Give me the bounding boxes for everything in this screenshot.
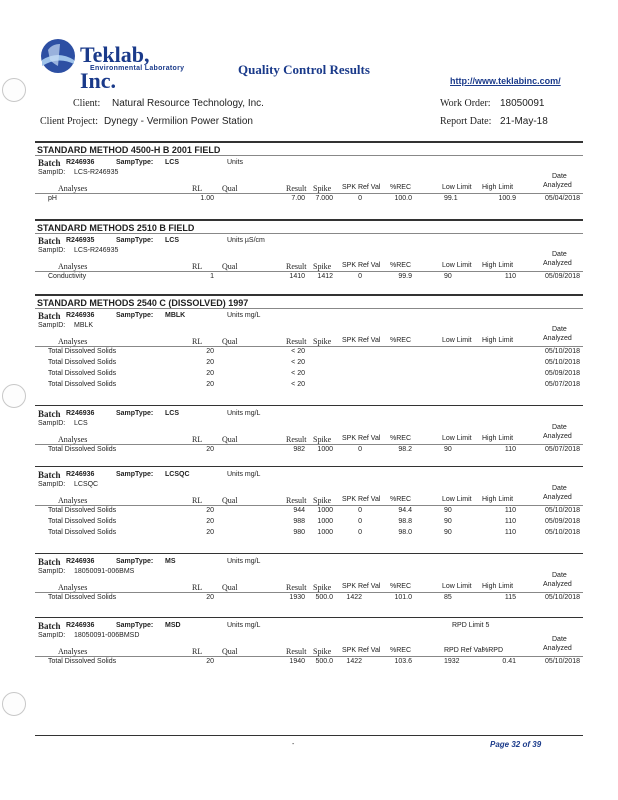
col-qual: Qual — [222, 435, 238, 444]
samp-type-value: MSD — [165, 622, 181, 629]
col-low-limit: Low Limit — [442, 435, 472, 442]
col-rl: RL — [192, 184, 203, 193]
header-underline — [35, 656, 583, 657]
rl-value: 20 — [206, 446, 214, 453]
col-analyses: Analyses — [58, 583, 88, 592]
col-spike: Spike — [313, 184, 332, 193]
section-underline — [35, 308, 583, 309]
low-value: 90 — [444, 518, 452, 525]
high-value: 110 — [504, 273, 516, 280]
col-qual: Qual — [222, 496, 238, 505]
footer-divider — [35, 735, 583, 736]
binder-hole-middle — [2, 384, 26, 408]
col-date: Date — [552, 326, 567, 333]
batch-label: Batch — [38, 409, 61, 419]
spk-ref-value: 1422 — [346, 658, 362, 665]
samp-type-value: LCS — [165, 410, 179, 417]
col-qual: Qual — [222, 262, 238, 271]
col-high-limit: High Limit — [482, 435, 514, 442]
header-underline — [35, 592, 583, 593]
samp-type-value: MBLK — [165, 312, 186, 319]
col-result: Result — [286, 496, 307, 505]
binder-hole-top — [2, 78, 26, 102]
spk-ref-value: 0 — [358, 195, 362, 202]
col-qual: Qual — [222, 184, 238, 193]
samp-type-label: SampType: — [116, 471, 154, 478]
report-date-value: 21-May-18 — [500, 116, 548, 127]
col-date: Date — [552, 572, 567, 579]
footer-mark: - — [292, 741, 295, 748]
section-divider — [35, 294, 583, 296]
col-rec: %REC — [390, 647, 412, 654]
col-rec: %REC — [390, 435, 412, 442]
col-rl: RL — [192, 262, 203, 271]
col-analyses: Analyses — [58, 262, 88, 271]
analyte-name: Total Dissolved Solids — [48, 370, 117, 377]
analyte-name: Total Dissolved Solids — [48, 359, 117, 366]
spike-value: 1412 — [317, 273, 333, 280]
batch-label: Batch — [38, 158, 61, 168]
samp-id-value: LCS — [74, 420, 88, 427]
high-value: 110 — [504, 507, 516, 514]
spike-value: 500.0 — [315, 658, 333, 665]
col-analyzed: Analyzed — [543, 494, 572, 501]
col-analyses: Analyses — [58, 647, 88, 656]
col-spk-ref-val: SPK Ref Val — [342, 337, 381, 344]
samp-id-label: SampID: — [38, 568, 66, 575]
spk-ref-value: 0 — [358, 507, 362, 514]
section-divider — [35, 219, 583, 221]
col-rec: %REC — [390, 337, 412, 344]
col-result: Result — [286, 583, 307, 592]
high-value: 100.9 — [498, 195, 516, 202]
spike-value: 7.000 — [315, 195, 333, 202]
date-analyzed: 05/10/2018 — [544, 658, 580, 665]
col-spk-ref-val: SPK Ref Val — [342, 647, 381, 654]
result-value: 1410 — [289, 273, 305, 280]
samp-type-value: LCSQC — [165, 471, 190, 478]
batch-id: R246935 — [66, 237, 95, 244]
work-order-value: 18050091 — [500, 98, 545, 109]
analyte-name: Total Dissolved Solids — [48, 529, 117, 536]
col-rl: RL — [192, 435, 203, 444]
rec-value: 99.9 — [398, 273, 412, 280]
batch-divider — [35, 553, 583, 554]
spk-ref-value: 0 — [358, 273, 362, 280]
samp-type-label: SampType: — [116, 237, 154, 244]
col-qual: Qual — [222, 337, 238, 346]
units: Units mg/L — [227, 622, 261, 629]
col-rl: RL — [192, 496, 203, 505]
samp-type-label: SampType: — [116, 410, 154, 417]
result-value: < 20 — [291, 381, 305, 388]
samp-id-label: SampID: — [38, 247, 66, 254]
date-analyzed: 05/09/2018 — [544, 370, 580, 377]
col-low-limit: Low Limit — [442, 184, 472, 191]
result-value: 988 — [293, 518, 305, 525]
date-analyzed: 05/09/2018 — [544, 518, 580, 525]
low-value: 85 — [444, 594, 452, 601]
result-value: 7.00 — [291, 195, 305, 202]
result-value: 980 — [293, 529, 305, 536]
result-value: < 20 — [291, 348, 305, 355]
col-low-limit: Low Limit — [442, 583, 472, 590]
project-label: Client Project: — [40, 116, 99, 127]
batch-label: Batch — [38, 557, 61, 567]
units: Units mg/L — [227, 312, 261, 319]
rec-value: 94.4 — [398, 507, 412, 514]
col-spk-ref-val: SPK Ref Val — [342, 262, 381, 269]
spk-ref-value: 0 — [358, 529, 362, 536]
logo-subtitle: Environmental Laboratory — [90, 65, 185, 72]
samp-id-value: LCS-R246935 — [74, 247, 119, 254]
client-value: Natural Resource Technology, Inc. — [112, 98, 264, 109]
analyte-name: Total Dissolved Solids — [48, 507, 117, 514]
high-value: 110 — [504, 529, 516, 536]
header-underline — [35, 193, 583, 194]
date-analyzed: 05/10/2018 — [544, 529, 580, 536]
col-spk-ref-val: SPK Ref Val — [342, 184, 381, 191]
col-spike: Spike — [313, 435, 332, 444]
website-link[interactable]: http://www.teklabinc.com/ — [450, 76, 561, 86]
spike-value: 1000 — [317, 507, 333, 514]
section-title: STANDARD METHODS 2540 C (DISSOLVED) 1997 — [37, 298, 249, 308]
samp-id-value: LCSQC — [74, 481, 99, 488]
col-high-limit: %RPD — [482, 647, 504, 654]
spike-value: 1000 — [317, 446, 333, 453]
samp-id-label: SampID: — [38, 632, 66, 639]
samp-id-value: 18050091-006BMSD — [74, 632, 140, 639]
batch-id: R246936 — [66, 558, 95, 565]
section-title: STANDARD METHOD 4500-H B 2001 FIELD — [37, 145, 221, 155]
col-qual: Qual — [222, 647, 238, 656]
batch-id: R246936 — [66, 159, 95, 166]
analyte-name: Total Dissolved Solids — [48, 594, 117, 601]
analyte-name: Total Dissolved Solids — [48, 381, 117, 388]
col-high-limit: High Limit — [482, 496, 514, 503]
batch-label: Batch — [38, 621, 61, 631]
col-spike: Spike — [313, 337, 332, 346]
col-spk-ref-val: SPK Ref Val — [342, 435, 381, 442]
col-high-limit: High Limit — [482, 184, 514, 191]
spike-value: 1000 — [317, 518, 333, 525]
rl-value: 20 — [206, 359, 214, 366]
batch-label: Batch — [38, 236, 61, 246]
header-underline — [35, 444, 583, 445]
project-value: Dynegy - Vermilion Power Station — [104, 116, 253, 127]
date-analyzed: 05/07/2018 — [544, 381, 580, 388]
col-date: Date — [552, 636, 567, 643]
section-divider — [35, 141, 583, 143]
units: Units µS/cm — [227, 237, 265, 244]
rl-value: 1.00 — [200, 195, 214, 202]
batch-id: R246936 — [66, 471, 95, 478]
spike-value: 1000 — [317, 529, 333, 536]
batch-label: Batch — [38, 470, 61, 480]
samp-id-label: SampID: — [38, 322, 66, 329]
low-value: 90 — [444, 507, 452, 514]
col-high-limit: High Limit — [482, 337, 514, 344]
col-rec: %REC — [390, 262, 412, 269]
spk-ref-value: 0 — [358, 446, 362, 453]
batch-id: R246936 — [66, 312, 95, 319]
col-analyzed: Analyzed — [543, 645, 572, 652]
report-title: Quality Control Results — [238, 62, 370, 77]
low-value: 90 — [444, 529, 452, 536]
high-value: 110 — [504, 518, 516, 525]
samp-type-label: SampType: — [116, 558, 154, 565]
samp-type-value: LCS — [165, 159, 179, 166]
col-qual: Qual — [222, 583, 238, 592]
col-spike: Spike — [313, 262, 332, 271]
col-result: Result — [286, 262, 307, 271]
low-value: 90 — [444, 446, 452, 453]
page-number: Page 32 of 39 — [490, 740, 542, 749]
high-value: 115 — [504, 594, 516, 601]
samp-type-value: LCS — [165, 237, 179, 244]
date-analyzed: 05/07/2018 — [544, 446, 580, 453]
high-value: 110 — [504, 446, 516, 453]
col-rl: RL — [192, 583, 203, 592]
date-analyzed: 05/10/2018 — [544, 594, 580, 601]
samp-type-label: SampType: — [116, 159, 154, 166]
samp-type-value: MS — [165, 558, 176, 565]
col-low-limit: RPD Ref Val — [444, 647, 484, 654]
batch-label: Batch — [38, 311, 61, 321]
report-date-label: Report Date: — [440, 116, 492, 127]
rl-value: 20 — [206, 658, 214, 665]
col-spike: Spike — [313, 647, 332, 656]
batch-divider — [35, 466, 583, 467]
spk-ref-value: 0 — [358, 518, 362, 525]
col-analyses: Analyses — [58, 184, 88, 193]
units: Units mg/L — [227, 558, 261, 565]
batch-divider — [35, 405, 583, 406]
date-analyzed: 05/09/2018 — [544, 273, 580, 280]
col-result: Result — [286, 337, 307, 346]
logo-name: Teklab, Inc. — [80, 42, 150, 93]
result-value: 944 — [293, 507, 305, 514]
rec-value: 98.0 — [398, 529, 412, 536]
low-value: 90 — [444, 273, 452, 280]
samp-type-label: SampType: — [116, 312, 154, 319]
rec-value: 98.8 — [398, 518, 412, 525]
result-value: 1930 — [289, 594, 305, 601]
col-date: Date — [552, 424, 567, 431]
work-order-label: Work Order: — [440, 98, 491, 109]
result-value: 982 — [293, 446, 305, 453]
col-rec: %REC — [390, 184, 412, 191]
spike-value: 500.0 — [315, 594, 333, 601]
date-analyzed: 05/10/2018 — [544, 359, 580, 366]
low-value: 99.1 — [444, 195, 458, 202]
samp-id-label: SampID: — [38, 481, 66, 488]
rl-value: 20 — [206, 381, 214, 388]
date-analyzed: 05/04/2018 — [544, 195, 580, 202]
col-low-limit: Low Limit — [442, 337, 472, 344]
col-result: Result — [286, 647, 307, 656]
analyte-name: pH — [48, 195, 57, 202]
samp-id-value: LCS-R246935 — [74, 169, 119, 176]
client-label: Client: — [73, 98, 101, 109]
col-analyzed: Analyzed — [543, 581, 572, 588]
spk-ref-value: 1422 — [346, 594, 362, 601]
header-underline — [35, 271, 583, 272]
batch-id: R246936 — [66, 622, 95, 629]
units: Units — [227, 159, 243, 166]
rec-value: 100.0 — [394, 195, 412, 202]
analyte-name: Total Dissolved Solids — [48, 518, 117, 525]
batch-divider — [35, 617, 583, 618]
col-rl: RL — [192, 337, 203, 346]
section-underline — [35, 233, 583, 234]
rpd-limit: RPD Limit 5 — [452, 622, 490, 629]
col-analyzed: Analyzed — [543, 433, 572, 440]
samp-type-label: SampType: — [116, 622, 154, 629]
date-analyzed: 05/10/2018 — [544, 507, 580, 514]
col-rec: %REC — [390, 583, 412, 590]
col-analyses: Analyses — [58, 337, 88, 346]
samp-id-value: MBLK — [74, 322, 94, 329]
rl-value: 20 — [206, 529, 214, 536]
rl-value: 20 — [206, 348, 214, 355]
samp-id-label: SampID: — [38, 420, 66, 427]
col-high-limit: High Limit — [482, 262, 514, 269]
col-analyses: Analyses — [58, 435, 88, 444]
col-spk-ref-val: SPK Ref Val — [342, 496, 381, 503]
section-underline — [35, 155, 583, 156]
rl-value: 20 — [206, 370, 214, 377]
result-value: < 20 — [291, 359, 305, 366]
analyte-name: Total Dissolved Solids — [48, 348, 117, 355]
rec-value: 101.0 — [394, 594, 412, 601]
rl-value: 20 — [206, 518, 214, 525]
col-spike: Spike — [313, 583, 332, 592]
col-low-limit: Low Limit — [442, 262, 472, 269]
rl-value: 20 — [206, 507, 214, 514]
samp-id-label: SampID: — [38, 169, 66, 176]
header-underline — [35, 346, 583, 347]
analyte-name: Conductivity — [48, 273, 87, 280]
section-title: STANDARD METHODS 2510 B FIELD — [37, 223, 195, 233]
low-value: 1932 — [444, 658, 460, 665]
analyte-name: Total Dissolved Solids — [48, 446, 117, 453]
company-logo — [36, 36, 186, 93]
header-underline — [35, 505, 583, 506]
result-value: 1940 — [289, 658, 305, 665]
rl-value: 1 — [210, 273, 214, 280]
col-date: Date — [552, 485, 567, 492]
col-analyzed: Analyzed — [543, 260, 572, 267]
col-rec: %REC — [390, 496, 412, 503]
rl-value: 20 — [206, 594, 214, 601]
col-analyzed: Analyzed — [543, 182, 572, 189]
binder-hole-bottom — [2, 692, 26, 716]
col-analyzed: Analyzed — [543, 335, 572, 342]
units: Units mg/L — [227, 471, 261, 478]
col-date: Date — [552, 173, 567, 180]
col-high-limit: High Limit — [482, 583, 514, 590]
high-value: 0.41 — [502, 658, 516, 665]
col-analyses: Analyses — [58, 496, 88, 505]
col-date: Date — [552, 251, 567, 258]
col-spk-ref-val: SPK Ref Val — [342, 583, 381, 590]
col-result: Result — [286, 184, 307, 193]
rec-value: 103.6 — [394, 658, 412, 665]
col-result: Result — [286, 435, 307, 444]
samp-id-value: 18050091-006BMS — [74, 568, 135, 575]
col-rl: RL — [192, 647, 203, 656]
logo-globe-icon — [36, 36, 82, 74]
col-spike: Spike — [313, 496, 332, 505]
units: Units mg/L — [227, 410, 261, 417]
date-analyzed: 05/10/2018 — [544, 348, 580, 355]
analyte-name: Total Dissolved Solids — [48, 658, 117, 665]
batch-id: R246936 — [66, 410, 95, 417]
result-value: < 20 — [291, 370, 305, 377]
col-low-limit: Low Limit — [442, 496, 472, 503]
rec-value: 98.2 — [398, 446, 412, 453]
